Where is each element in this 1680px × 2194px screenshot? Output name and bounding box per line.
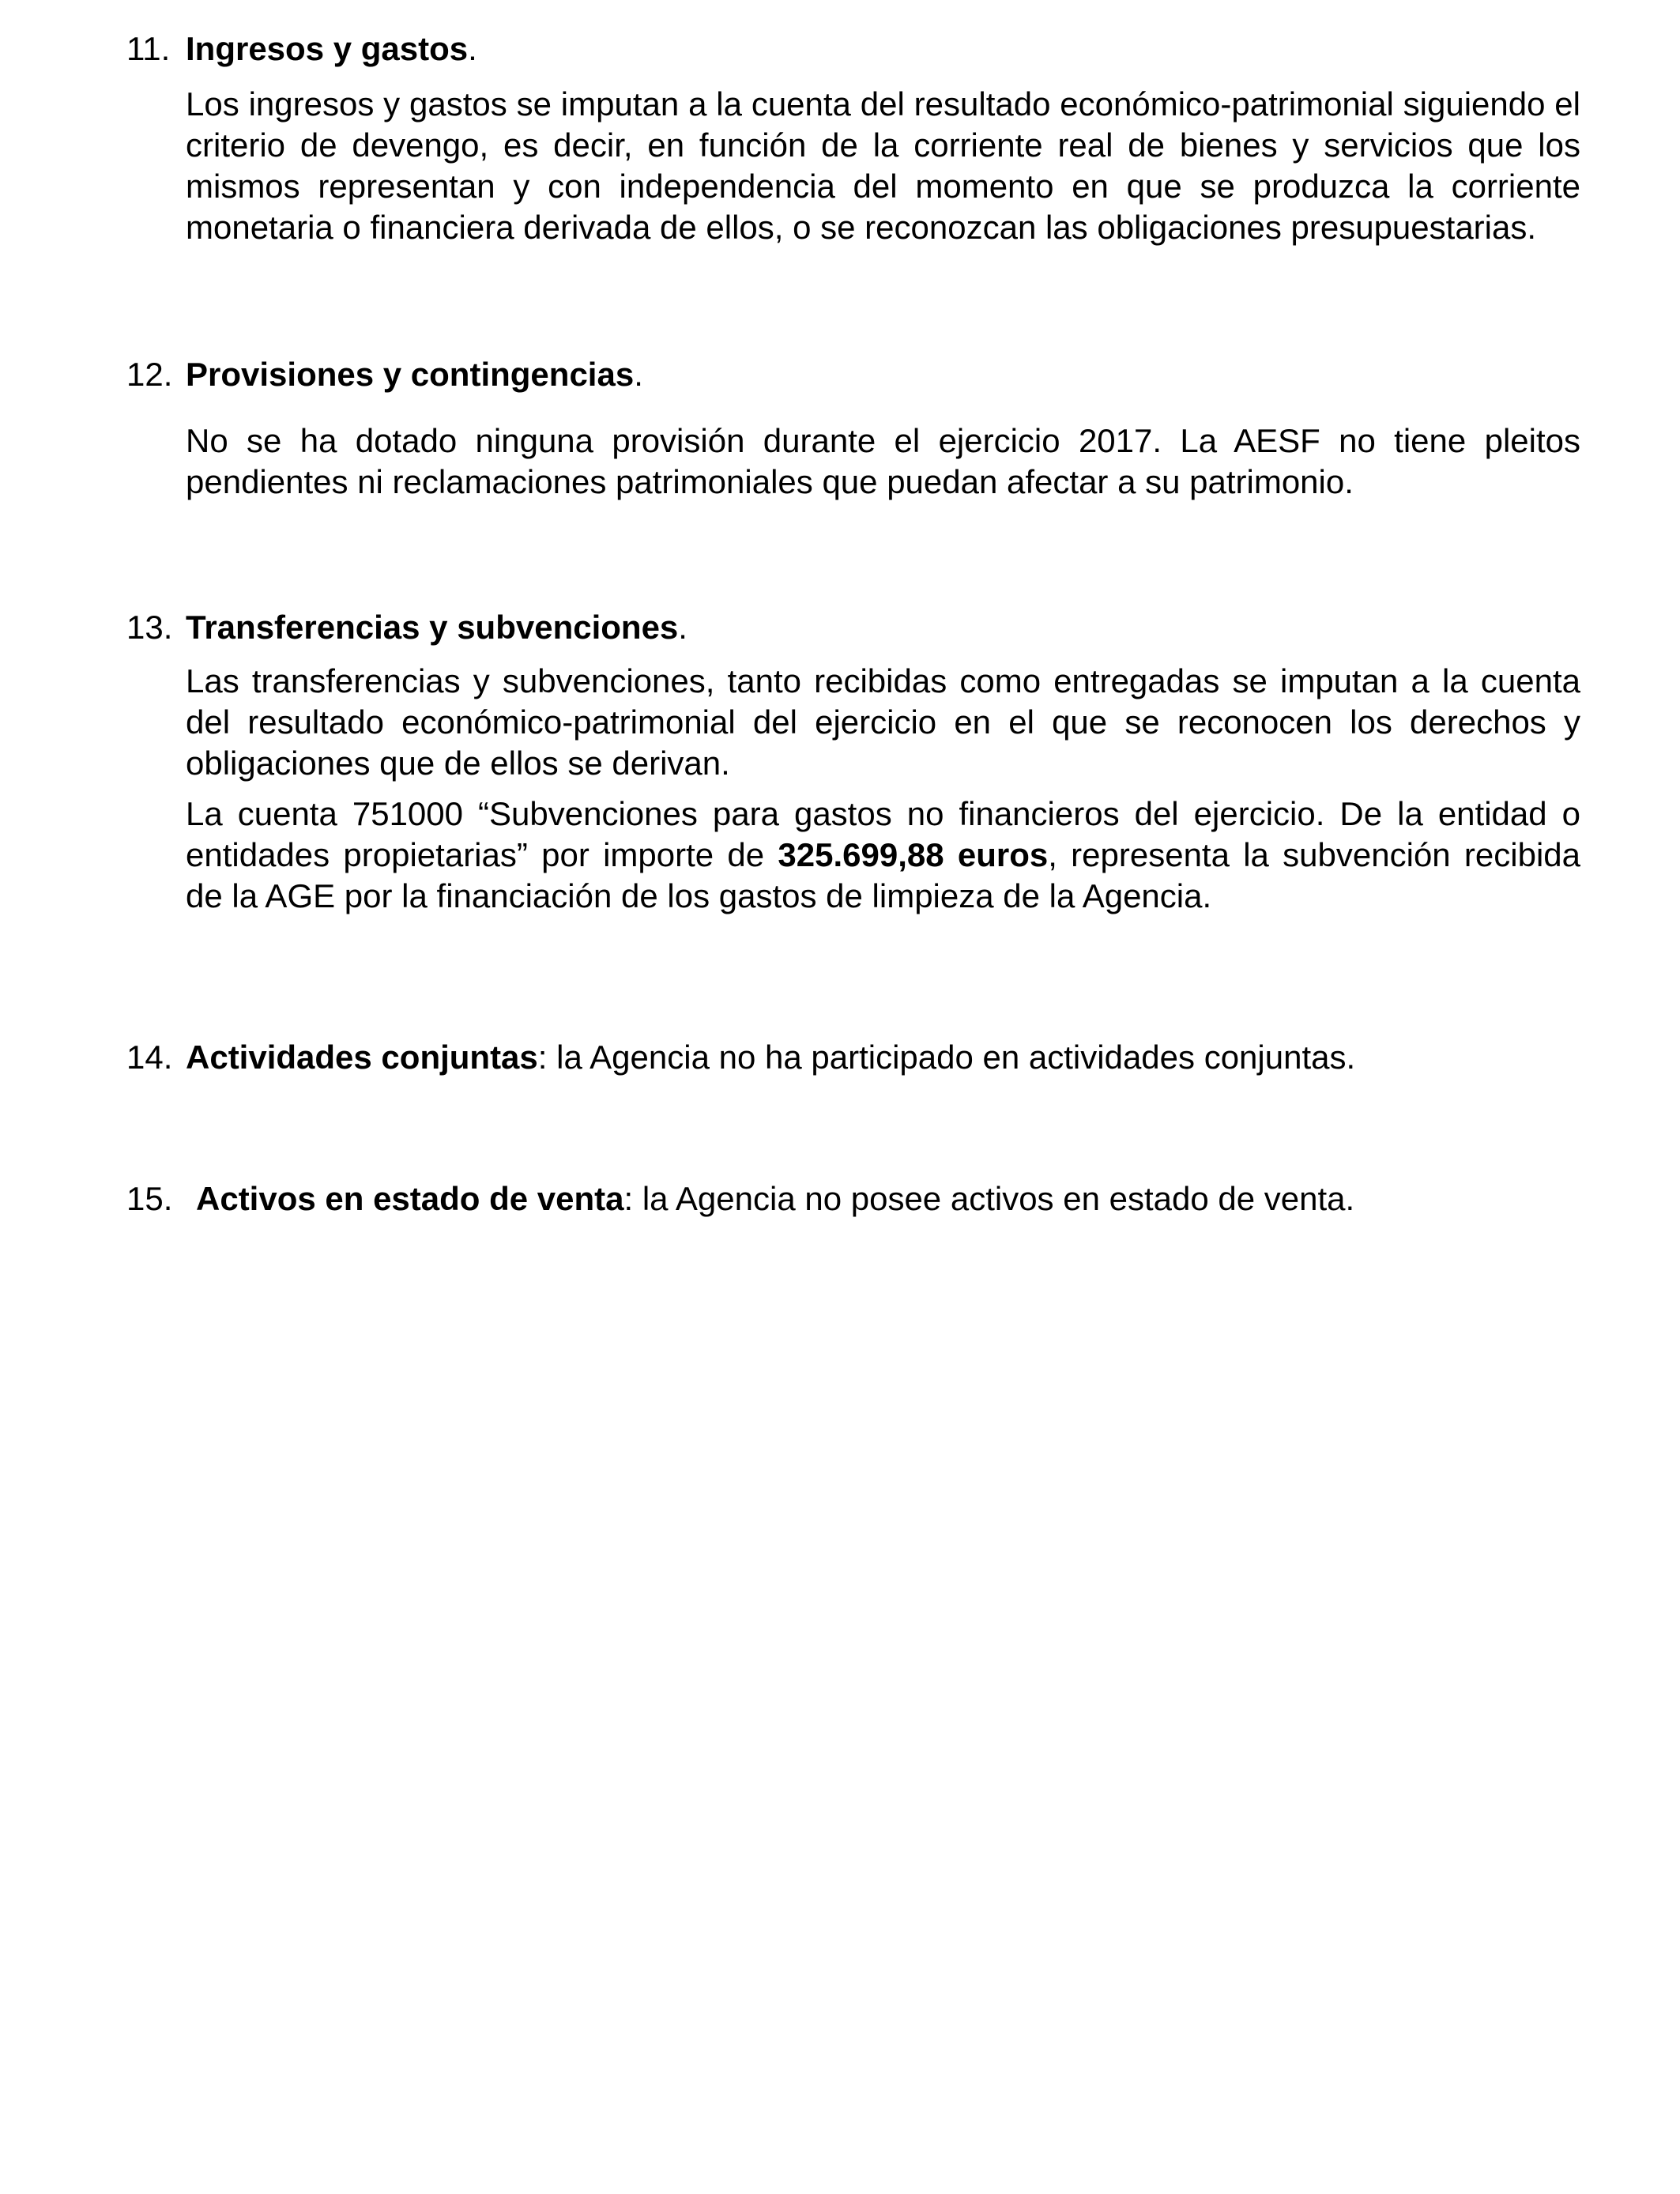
section-14 bbox=[126, 1037, 1580, 1078]
section-title-suffix: . bbox=[678, 609, 687, 646]
section-heading bbox=[126, 1037, 1580, 1078]
section-title: Actividades conjuntas bbox=[186, 1039, 538, 1076]
section-heading bbox=[126, 1178, 1580, 1220]
section-number: 12. bbox=[126, 356, 173, 393]
section-title-suffix: . bbox=[634, 356, 643, 393]
section-title: Ingresos y gastos bbox=[186, 30, 469, 67]
section-heading bbox=[126, 354, 1580, 395]
section-title: Provisiones y contingencias bbox=[186, 356, 635, 393]
section-number: 14. bbox=[126, 1039, 173, 1076]
section-number: 15. bbox=[126, 1180, 173, 1217]
section-paragraph: Los ingresos y gastos se imputan a la cuenta del resultado económico-patrimonial siguiendo el criterio de devengo, es decir, en función de la corriente real de bienes y servicios que los mismos representan y con independencia del momento en que se produzca la corriente monetaria o financiera derivada de ellos, o se reconozcan las obligaciones presupuestarias. bbox=[186, 85, 1580, 246]
section-title: Transferencias y subvenciones bbox=[186, 609, 679, 646]
section-title-suffix: . bbox=[468, 30, 477, 67]
section-15 bbox=[126, 1178, 1580, 1220]
section-number: 13. bbox=[126, 609, 173, 646]
section-paragraph-subsidy bbox=[186, 794, 1580, 917]
section-title: Activos en estado de venta bbox=[196, 1180, 624, 1217]
section-paragraph: Las transferencias y subvenciones, tanto recibidas como entregadas se imputan a la cuenta del resultado económico-patrimonial del ejercicio en el que se reconocen los derechos y obligaciones que de ellos se derivan. bbox=[186, 662, 1580, 782]
section-13 bbox=[126, 607, 1580, 917]
section-number: 11. bbox=[126, 30, 171, 67]
section-heading bbox=[126, 28, 1580, 70]
section-paragraph: No se ha dotado ninguna provisión durante el ejercicio 2017. La AESF no tiene pleitos pendientes ni reclamaciones patrimoniales que puedan afectar a su patrimonio. bbox=[186, 422, 1580, 500]
section-title-suffix: : la Agencia no posee activos en estado de venta. bbox=[623, 1180, 1355, 1217]
section-11 bbox=[126, 28, 1580, 248]
subsidy-text-after: , representa la subvención recibida de la AGE por la financiación de los gastos de limpieza de la Agencia. bbox=[186, 836, 1581, 914]
section-title-suffix: : la Agencia no ha participado en actividades conjuntas. bbox=[537, 1039, 1356, 1076]
section-12 bbox=[126, 354, 1580, 503]
section-heading bbox=[126, 607, 1580, 648]
subsidy-text-before: La cuenta 751000 “Subvenciones para gastos no financieros del ejercicio. De la entidad o entidades propietarias” por importe de bbox=[186, 795, 1580, 873]
subsidy-amount: 325.699,88 euros bbox=[778, 836, 1049, 873]
